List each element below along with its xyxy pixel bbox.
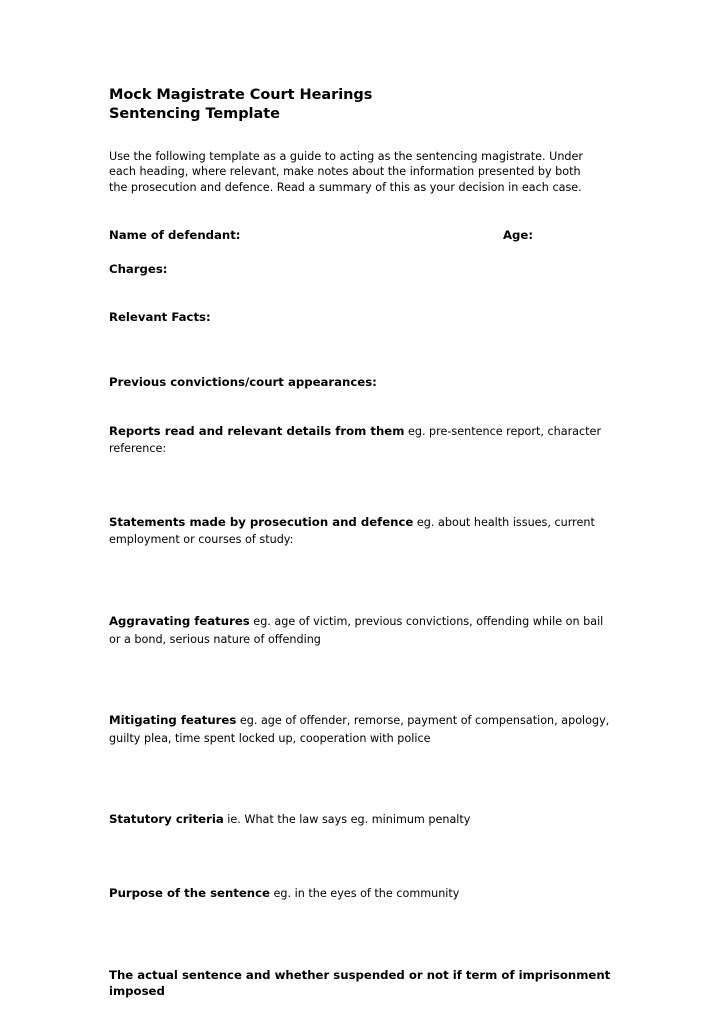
spacer: [109, 549, 614, 613]
title-line-2: Sentencing Template: [109, 106, 280, 122]
spacer: [109, 903, 614, 967]
section-heading: Mitigating features: [109, 713, 237, 728]
defendant-name-age-row: [109, 227, 614, 244]
relevant-facts-section: [109, 309, 614, 326]
section-detail: eg. age of offender, remorse, payment of compensation, apology, guilty plea, time spent locked up, cooperation with police: [109, 714, 610, 745]
section-detail: eg. in the eyes of the community: [269, 886, 460, 900]
document-body: [109, 86, 614, 1000]
spacer: [109, 747, 614, 811]
intro-paragraph: Use the following template as a guide to acting as the sentencing magistrate. Under each heading, where relevant, make notes about the information presented by both the prosecution and defence. Read a summary of this as your decision in each case.: [109, 150, 584, 194]
section-mitigating-features: [109, 712, 614, 747]
section-detail: eg. pre-sentence report, character reference:: [109, 424, 602, 456]
page-title: [109, 86, 614, 124]
section-statements: [109, 514, 614, 549]
section-reports-read: [109, 423, 614, 458]
section-statutory-criteria: [109, 811, 614, 829]
section-purpose-of-sentence: [109, 885, 614, 903]
spacer: [109, 829, 614, 885]
section-heading: Reports read and relevant details from them: [109, 423, 405, 438]
spacer: [109, 195, 614, 227]
section-heading: Statements made by prosecution and defence: [109, 514, 414, 529]
charges-label: Charges:: [109, 261, 168, 276]
section-heading: The actual sentence and whether suspended or not if term of imprisonment imposed: [109, 967, 611, 999]
section-detail: ie. What the law says eg. minimum penalty: [223, 813, 471, 827]
title-line-1: Mock Magistrate Court Hearings: [109, 87, 373, 103]
section-heading: Purpose of the sentence: [109, 885, 270, 900]
previous-convictions-section: [109, 374, 614, 391]
section-heading: Aggravating features: [109, 613, 250, 628]
spacer: [109, 277, 614, 309]
spacer: [109, 648, 614, 712]
spacer: [109, 458, 614, 514]
spacer: [109, 391, 614, 423]
spacer: [109, 244, 614, 261]
previous-convictions-label: Previous convictions/court appearances:: [109, 375, 377, 389]
name-of-defendant-label: Name of defendant:: [109, 228, 241, 243]
section-aggravating-features: [109, 613, 614, 648]
spacer: [109, 326, 614, 374]
age-label: Age:: [503, 228, 534, 243]
section-detail: eg. age of victim, previous convictions, offending while on bail or a bond, serious nature of offending: [109, 614, 604, 646]
relevant-facts-label: Relevant Facts:: [109, 310, 211, 325]
section-actual-sentence: [109, 967, 614, 1000]
section-detail: eg. about health issues, current employment or courses of study:: [109, 515, 595, 547]
section-heading: Statutory criteria: [109, 812, 224, 827]
charges-section: [109, 261, 614, 278]
